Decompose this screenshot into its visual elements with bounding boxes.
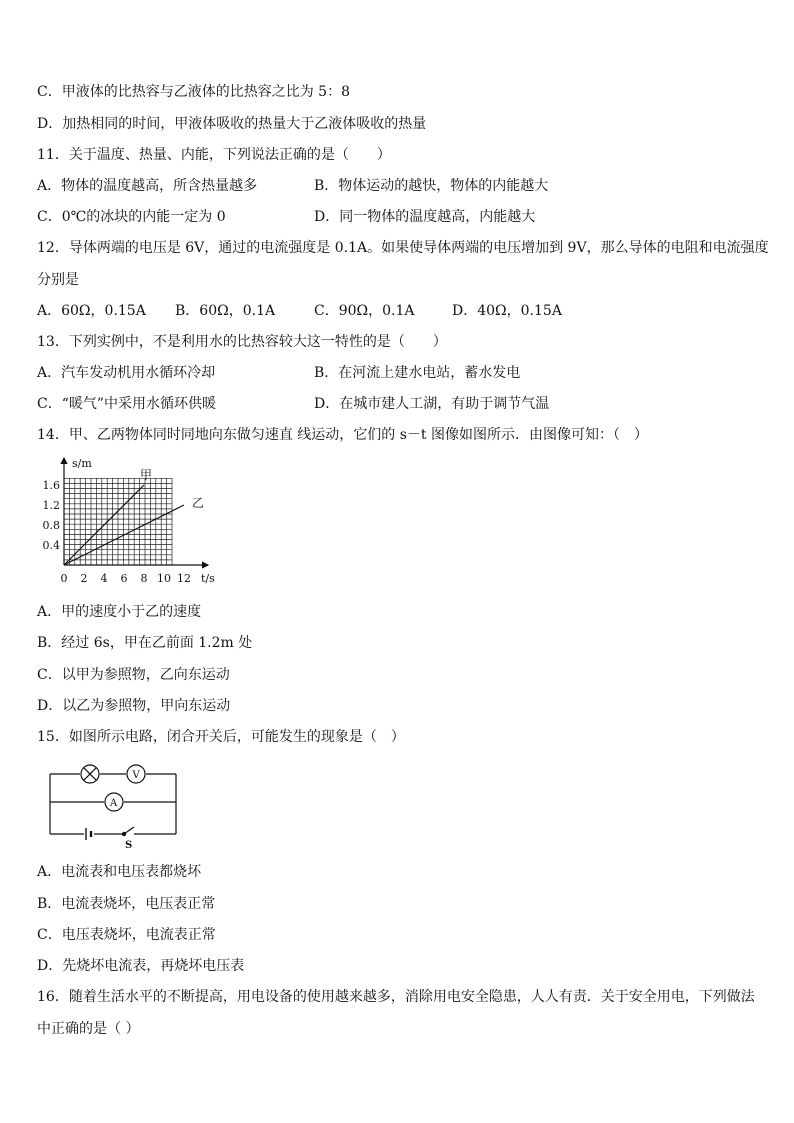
q12-stem-line1: 12．导体两端的电压是 6V，通过的电流强度是 0.1A。如果使导体两端的电压增加到 9V，那么导体的电阻和电流强度 [37, 240, 769, 256]
y-tick-label: 0.4 [42, 539, 60, 552]
series-label-2: 乙 [192, 496, 205, 510]
q12-option-a: A．60Ω，0.15A [37, 303, 146, 319]
x-tick-label: 2 [80, 572, 88, 585]
q13-option-c: C．“暖气”中采用水循环供暖 [37, 396, 217, 412]
series-label-1: 甲 [140, 468, 153, 482]
switch-label: S [125, 840, 133, 850]
circuit-diagram [44, 762, 184, 850]
y-axis-label: s/m [72, 457, 92, 470]
q15-option-d: D．先烧坏电流表，再烧坏电压表 [37, 958, 245, 974]
q13-option-b: B．在河流上建水电站，蓄水发电 [314, 365, 521, 381]
q15-stem: 15．如图所示电路，闭合开关后，可能发生的现象是（ ） [37, 729, 405, 745]
x-tick-label: 8 [140, 572, 148, 585]
q14-stem: 14．甲、乙两物体同时同地向东做匀速直 线运动，它们的 s－t 图像如图所示．由图像可知：（ ） [37, 427, 648, 443]
q13-stem: 13．下列实例中，不是利用水的比热容较大这一特性的是（ ） [37, 334, 447, 350]
q15-option-a: A．电流表和电压表都烧坏 [37, 864, 202, 880]
q14-option-d: D．以乙为参照物，甲向东运动 [37, 698, 231, 714]
q14-option-c: C．以甲为参照物，乙向东运动 [37, 667, 230, 683]
q10-option-c: C．甲液体的比热容与乙液体的比热容之比为 5：8 [37, 84, 350, 100]
q11-option-a: A．物体的温度越高，所含热量越多 [37, 178, 258, 194]
y-tick-label: 1.6 [42, 479, 60, 492]
graph-grid [64, 478, 172, 565]
q13-option-a: A．汽车发动机用水循环冷却 [37, 365, 216, 381]
x-tick-label: 4 [100, 572, 108, 585]
q15-option-c: C．电压表烧坏，电流表正常 [37, 927, 216, 943]
x-axis-label: t/s [201, 572, 215, 585]
x-tick-label: 0 [60, 572, 68, 585]
switch-icon [122, 827, 134, 836]
q12-option-d: D．40Ω，0.15A [452, 303, 562, 319]
x-tick-label: 12 [177, 572, 191, 585]
q11-option-b: B．物体运动的越快，物体的内能越大 [314, 178, 549, 194]
q15-option-b: B．电流表烧坏，电压表正常 [37, 896, 216, 912]
q10-option-d: D．加热相同的时间，甲液体吸收的热量大于乙液体吸收的热量 [37, 116, 427, 132]
q16-stem-line2: 中正确的是（ ） [37, 1021, 140, 1037]
q13-option-d: D．在城市建人工湖，有助于调节气温 [314, 396, 550, 412]
q11-option-d: D．同一物体的温度越高，内能越大 [314, 209, 536, 225]
q12-option-c: C．90Ω，0.1A [314, 303, 415, 319]
q16-stem-line1: 16．随着生活水平的不断提高，用电设备的使用越来越多，消除用电安全隐患，人人有责．关于安全用电，下列做法 [37, 989, 755, 1005]
q12-option-b: B．60Ω，0.1A [175, 303, 276, 319]
ammeter-label: A [110, 798, 118, 809]
q11-stem: 11．关于温度、热量、内能，下列说法正确的是（ ） [37, 147, 391, 163]
st-graph [38, 452, 238, 590]
series-line-1 [64, 485, 144, 565]
lamp-icon [81, 765, 99, 783]
voltmeter-label: V [132, 770, 140, 781]
y-tick-label: 1.2 [42, 499, 60, 512]
y-tick-label: 0.8 [42, 519, 60, 532]
q11-option-c: C．0℃的冰块的内能一定为 0 [37, 209, 226, 225]
x-tick-label: 10 [157, 572, 171, 585]
q12-stem-line2: 分别是 [37, 272, 79, 288]
x-tick-label: 6 [120, 572, 128, 585]
q14-option-b: B．经过 6s，甲在乙前面 1.2m 处 [37, 635, 253, 651]
battery-icon [86, 828, 91, 840]
q14-option-a: A．甲的速度小于乙的速度 [37, 604, 202, 620]
